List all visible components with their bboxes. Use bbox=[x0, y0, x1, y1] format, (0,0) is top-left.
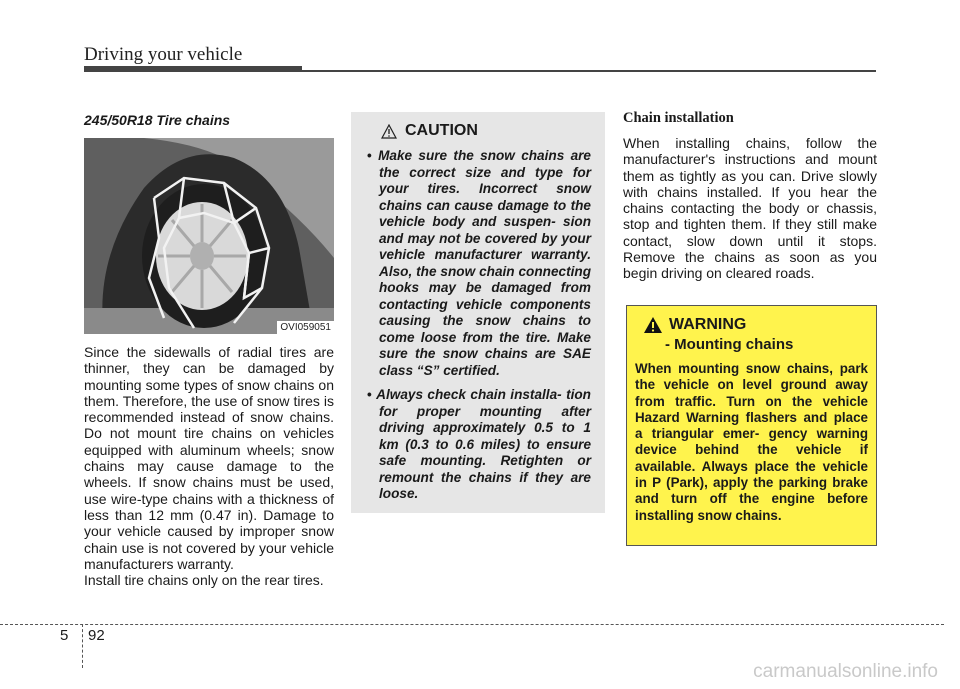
tire-chain-photo bbox=[84, 138, 334, 334]
wheel-with-chain-illustration bbox=[84, 138, 334, 334]
tire-chains-body-2: Install tire chains only on the rear tires. bbox=[84, 572, 324, 589]
warning-header bbox=[643, 316, 868, 334]
caution-item-2: • Always check chain installa- tion for proper mounting after driving approximately 0.5 to 1 km (0.3 to 0.6 miles) to ensure safe mounting. Retighten or remount the chains if they are loose. bbox=[367, 387, 591, 503]
left-column bbox=[84, 108, 334, 588]
warning-body: When mounting snow chains, park the vehicle on level ground away from traffic. Turn on the vehicle Hazard Warning flashers and place a triangular emer- gency warning device behind the vehicle if available. Always place the vehicle in P (Park), apply the parking brake and turn off the engine before installing snow chains. bbox=[635, 361, 868, 523]
footer-divider bbox=[82, 624, 83, 668]
caution-box bbox=[351, 112, 605, 513]
chain-installation-heading: Chain installation bbox=[623, 110, 734, 126]
caution-header bbox=[381, 122, 591, 140]
caution-list bbox=[367, 148, 591, 503]
warning-triangle-icon bbox=[643, 316, 663, 334]
header-rule-thick bbox=[84, 66, 302, 72]
page-number: 92 bbox=[88, 627, 105, 644]
warning-box bbox=[626, 305, 877, 546]
header-title: Driving your vehicle bbox=[84, 44, 243, 65]
header-rule-thin bbox=[302, 70, 876, 72]
photo-code: OVI059051 bbox=[277, 321, 334, 334]
caution-title: CAUTION bbox=[405, 122, 478, 139]
caution-item-1: • Make sure the snow chains are the correct size and type for your tires. Incorrect snow chains can cause damage to the vehicle body and suspen- sion and may not be covered by your vehicle manufacturer warranty. Also, the snow chain connecting hooks may be damaged from contacting vehicle components causing the snow chains to come loose from the tire. Make sure the snow chains are SAE class “S” certified. bbox=[367, 148, 591, 379]
chapter-number: 5 bbox=[60, 627, 69, 644]
warning-subtitle: - Mounting chains bbox=[665, 336, 794, 353]
caution-triangle-icon bbox=[381, 124, 397, 139]
warning-title: WARNING bbox=[669, 316, 747, 333]
right-column bbox=[623, 110, 877, 282]
watermark: carmanualsonline.info bbox=[753, 661, 938, 682]
footer-rule bbox=[0, 624, 944, 625]
tire-chains-body: Since the sidewalls of radial tires are thinner, they can be damaged by mounting some types of snow chains on them. Therefore, the use of snow tires is recommended instead of snow chains. Do not mount tire chains on vehicles equipped with aluminum wheels; snow chains may cause damage to the wheels. If snow chains must be used, use wire-type chains with a thickness of less than 12 mm (0.47 in). Damage to your vehicle caused by improper snow chain use is not covered by your vehicle manufacturers warranty. bbox=[84, 344, 334, 572]
tire-chains-heading: 245/50R18 Tire chains bbox=[84, 112, 231, 128]
chain-installation-body: When installing chains, follow the manufacturer's instructions and mount them as tightly as you can. Drive slowly with chains installed. If you hear the chains contacting the body or chassis, stop and tighten them. If they still make contact, slow down until it stops. Remove the chains as soon as you begin driving on cleared roads. bbox=[623, 135, 877, 282]
